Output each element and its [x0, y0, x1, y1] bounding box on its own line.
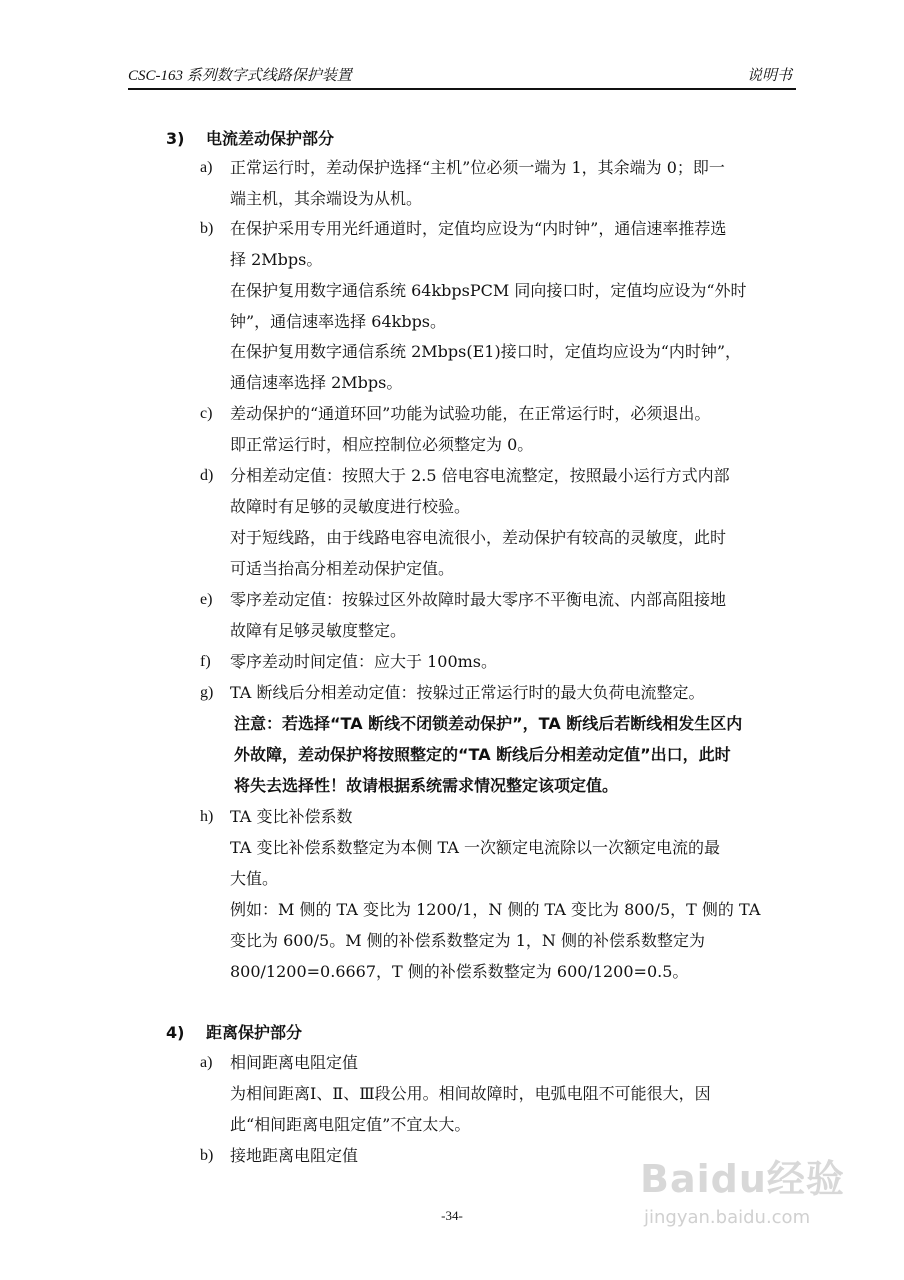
- text-line: 在保护复用数字通信系统 2Mbps(E1)接口时，定值均应设为“内时钟”，: [230, 342, 742, 361]
- text-line: 将失去选择性！故请根据系统需求情况整定该项定值。: [234, 776, 619, 795]
- text-line: 钟”，通信速率选择 64kbps。: [230, 312, 447, 331]
- text-line: 零序差动时间定值：应大于 100ms。: [230, 652, 498, 671]
- item-marker: b): [200, 220, 214, 237]
- paragraph-3d-1: [230, 522, 800, 584]
- page-number: -34-: [441, 1208, 463, 1223]
- text-line: 零序差动定值：按躲过区外故障时最大零序不平衡电流、内部高阻接地: [230, 590, 727, 609]
- item-marker: b): [200, 1147, 214, 1164]
- item-marker: d): [200, 467, 214, 484]
- section-3-heading: [166, 126, 334, 149]
- paragraph-3b-2: [230, 336, 800, 398]
- text-line: 正常运行时，差动保护选择“主机”位必须一端为 1，其余端为 0；即一: [230, 158, 725, 177]
- text-line: 通信速率选择 2Mbps。: [230, 373, 403, 392]
- text-line: 在保护采用专用光纤通道时，定值均应设为“内时钟”，通信速率推荐选: [230, 219, 727, 238]
- section-4-number: 4): [166, 1023, 185, 1042]
- text-line: 大值。: [230, 869, 279, 888]
- text-line: 为相间距离Ⅰ、Ⅱ、Ⅲ段公用。相间故障时，电弧电阻不可能很大，因: [230, 1084, 711, 1103]
- warning-note: [234, 708, 800, 801]
- watermark-url: jingyan.baidu.com: [644, 1207, 811, 1228]
- header-doc-type: 说明书: [746, 68, 792, 84]
- text-line: 相间距离电阻定值: [230, 1053, 359, 1072]
- section-4-title: 距离保护部分: [206, 1023, 303, 1042]
- header-title: CSC-163 系列数字式线路保护装置: [128, 68, 352, 84]
- paragraph-3b-1: [230, 275, 800, 337]
- text-line: TA 断线后分相差动定值：按躲过正常运行时的最大负荷电流整定。: [230, 683, 705, 702]
- item-marker: e): [200, 591, 213, 608]
- page-header: [128, 62, 796, 90]
- item-marker: g): [200, 684, 214, 701]
- text-line: 此“相间距离电阻定值”不宜太大。: [230, 1115, 471, 1134]
- text-line: 分相差动定值：按照大于 2.5 倍电容电流整定，按照最小运行方式内部: [230, 466, 730, 485]
- text-line: 接地距离电阻定值: [230, 1146, 359, 1165]
- item-marker: a): [200, 159, 213, 176]
- paragraph-4a-1: [230, 1078, 800, 1140]
- item-marker: f): [200, 653, 211, 670]
- text-line: 差动保护的“通道环回”功能为试验功能，在正常运行时，必须退出。: [230, 404, 711, 423]
- text-line: 故障有足够灵敏度整定。: [230, 621, 407, 640]
- text-line: 即正常运行时，相应控制位必须整定为 0。: [230, 435, 534, 454]
- watermark-logo: Baidu经验: [640, 1157, 845, 1201]
- text-line: 变比为 600/5。M 侧的补偿系数整定为 1，N 侧的补偿系数整定为: [230, 931, 706, 950]
- text-line: 外故障，差动保护将按照整定的“TA 断线后分相差动定值”出口，此时: [234, 745, 731, 764]
- text-line: 注意：若选择“TA 断线不闭锁差动保护”，TA 断线后若断线相发生区内: [234, 714, 743, 733]
- baidu-watermark: [640, 1148, 870, 1238]
- paragraph-3h-2: [230, 894, 800, 987]
- item-marker: h): [200, 808, 214, 825]
- text-line: 例如：M 侧的 TA 变比为 1200/1，N 侧的 TA 变比为 800/5，T 侧的 TA: [230, 900, 761, 919]
- text-line: 在保护复用数字通信系统 64kbpsPCM 同向接口时，定值均应设为“外时: [230, 281, 747, 300]
- section-3-number: 3): [166, 129, 185, 148]
- item-marker: c): [200, 405, 213, 422]
- text-line: 对于短线路，由于线路电容电流很小，差动保护有较高的灵敏度，此时: [230, 528, 727, 547]
- text-line: 故障时有足够的灵敏度进行校验。: [230, 497, 471, 516]
- text-line: 端主机，其余端设为从机。: [230, 189, 423, 208]
- section-4-heading: [166, 1020, 302, 1043]
- text-line: 可适当抬高分相差动保护定值。: [230, 559, 455, 578]
- text-line: TA 变比补偿系数: [230, 807, 353, 826]
- text-line: 择 2Mbps。: [230, 250, 323, 269]
- item-marker: a): [200, 1054, 213, 1071]
- text-line: 800/1200=0.6667，T 侧的补偿系数整定为 600/1200=0.5。: [230, 962, 689, 981]
- paragraph-3h-1: [230, 832, 800, 894]
- section-3-title: 电流差动保护部分: [206, 129, 335, 148]
- text-line: TA 变比补偿系数整定为本侧 TA 一次额定电流除以一次额定电流的最: [230, 838, 720, 857]
